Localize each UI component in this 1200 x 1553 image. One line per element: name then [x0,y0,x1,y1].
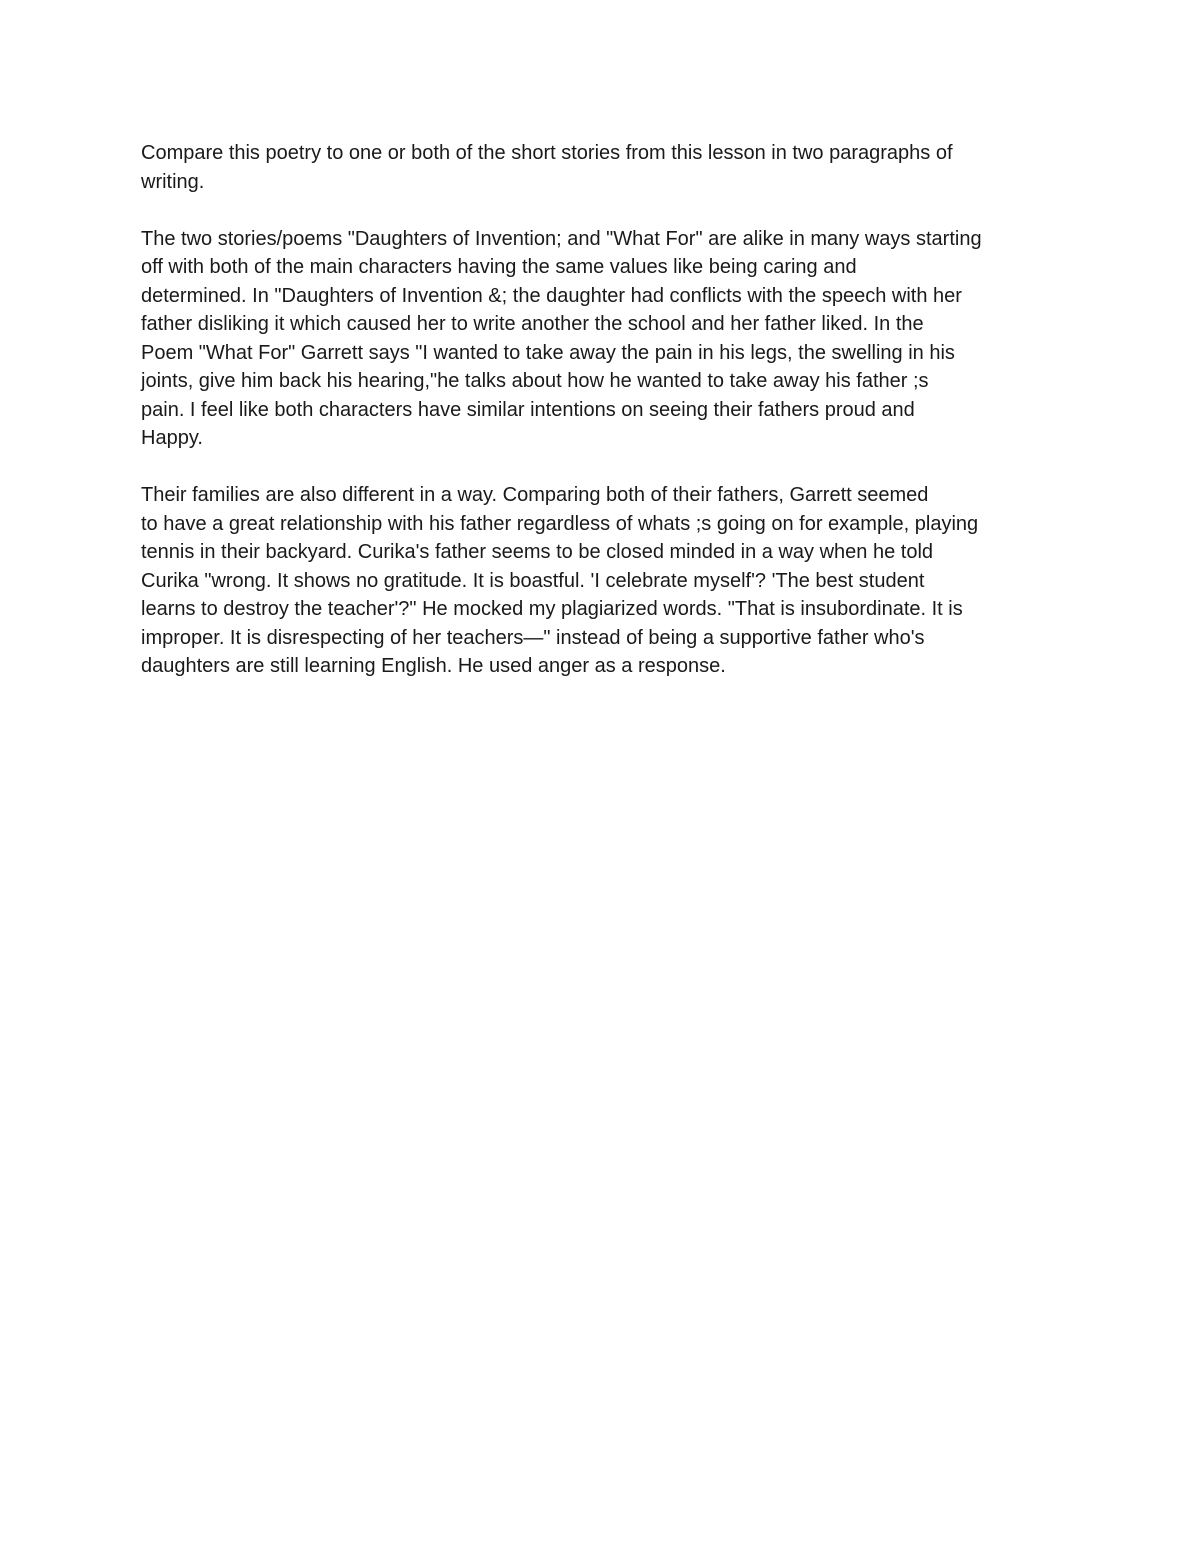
text-line: Happy. [141,427,203,449]
text-line: learns to destroy the teacher'?" He mocked my plagiarized words. "That is insubordinate. It is [141,598,963,620]
text-line: tennis in their backyard. Curika's father seems to be closed minded in a way when he told [141,541,934,563]
text-line: to have a great relationship with his father regardless of whats ;s going on for example, playing [141,512,979,535]
text-line: father disliking it which caused her to write another the school and her father liked. In the [141,313,924,335]
text-line: off with both of the main characters having the same values like being caring and [141,256,857,278]
text-line: joints, give him back his hearing,"he talks about how he wanted to take away his father ;s [141,370,929,392]
prompt-paragraph [141,139,1061,196]
text-line: Curika "wrong. It shows no gratitude. It is boastful. 'I celebrate myself'? 'The best student [141,569,925,592]
text-line: The two stories/poems "Daughters of Invention; and "What For" are alike in many ways starting [141,227,982,250]
text-line: Compare this poetry to one or both of the short stories from this lesson in two paragraphs of [141,142,953,164]
text-line: daughters are still learning English. He used anger as a response. [141,655,726,677]
text-line: improper. It is disrespecting of her teachers—" instead of being a supportive father who's [141,626,925,649]
comparison-paragraph-2 [141,481,1061,681]
text-line: Their families are also different in a way. Comparing both of their fathers, Garrett seemed [141,484,929,506]
comparison-paragraph-1 [141,225,1061,453]
document-body [141,139,1061,709]
text-line: determined. In "Daughters of Invention &; the daughter had conflicts with the speech with her [141,284,962,307]
text-line: pain. I feel like both characters have similar intentions on seeing their fathers proud and [141,398,915,421]
text-line: writing. [141,170,205,193]
text-line: Poem "What For" Garrett says "I wanted to take away the pain in his legs, the swelling in his [141,341,955,364]
